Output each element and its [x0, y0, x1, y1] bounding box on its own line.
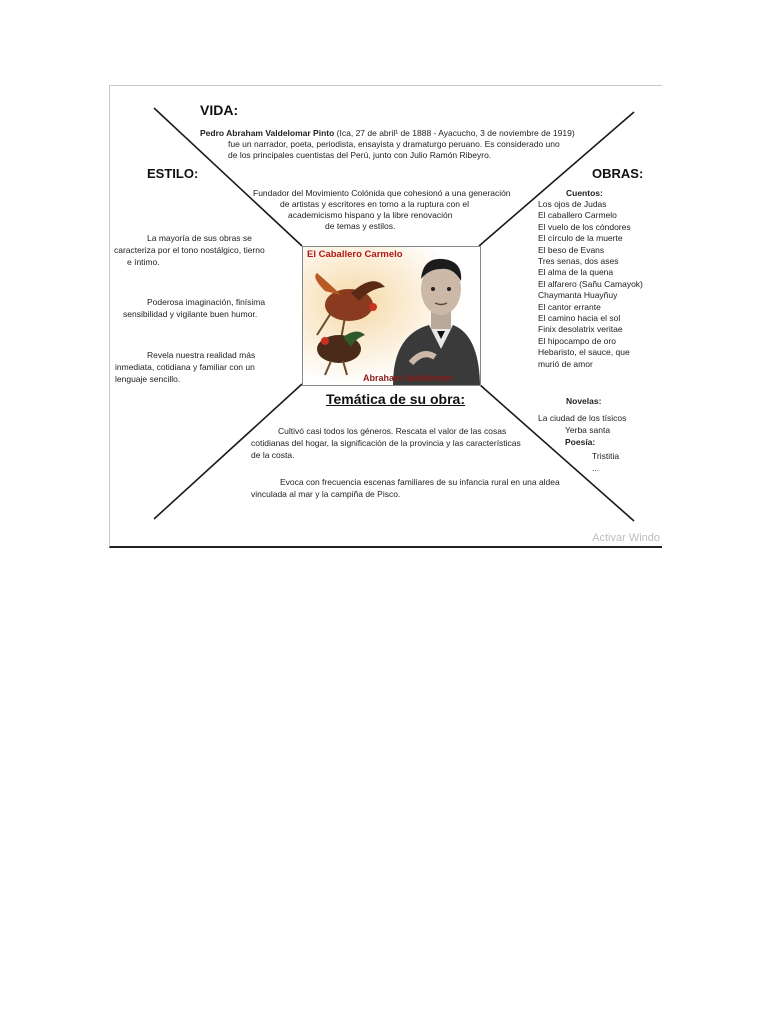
- vida-line-1: [200, 128, 575, 139]
- list-item: Hebaristo, el sauce, que: [538, 347, 630, 358]
- poesia-label: Poesía:: [565, 437, 596, 447]
- tematica-p1-l2: cotidianas del hogar, la significación de la provincia y las características: [251, 438, 521, 448]
- mind-map-diagram: [109, 85, 662, 548]
- list-item: El cantor errante: [538, 301, 601, 312]
- estilo-p3-l2: inmediata, cotidiana y familiar con un: [115, 362, 255, 372]
- estilo-p1-l1: La mayoría de sus obras se: [147, 233, 252, 243]
- fundador-line-2: de artistas y escritores en torno a la ruptura con el: [280, 199, 469, 209]
- estilo-p2-l1: Poderosa imaginación, finísima: [147, 297, 266, 307]
- estilo-heading: ESTILO:: [147, 166, 199, 181]
- list-item: Chaymanta Huayñuy: [538, 290, 618, 301]
- vida-heading: VIDA:: [200, 102, 239, 118]
- vida-line-2: fue un narrador, poeta, periodista, ensayista y dramaturgo peruano. Es considerado uno: [228, 139, 560, 149]
- estilo-p2-l2: sensibilidad y vigilante buen humor.: [123, 309, 258, 319]
- list-item: Finix desolatrix veritae: [538, 324, 623, 335]
- list-item: El hipocampo de oro: [538, 335, 616, 346]
- list-item: murió de amor: [538, 358, 593, 369]
- tematica-p2-l1: Evoca con frecuencia escenas familiares de su infancia rural en una aldea: [280, 477, 560, 487]
- novela-item: La ciudad de los tísicos: [538, 413, 627, 423]
- estilo-p3-l1: Revela nuestra realidad más: [147, 350, 256, 360]
- photo-title: El Caballero Carmelo: [307, 249, 403, 260]
- poesia-item: Tristitia: [592, 451, 620, 461]
- estilo-p1-l3: e íntimo.: [127, 257, 160, 267]
- tematica-heading: Temática de su obra:: [326, 391, 466, 407]
- vida-name: Pedro Abraham Valdelomar Pinto: [200, 128, 335, 138]
- tematica-p2-l2: vinculada al mar y la campiña de Pisco.: [251, 489, 401, 499]
- list-item: El vuelo de los cóndores: [538, 221, 631, 232]
- estilo-p1-l2: caracteriza por el tono nostálgico, tierno: [114, 245, 265, 255]
- poesia-item: ...: [592, 463, 600, 473]
- novela-item: Yerba santa: [565, 425, 611, 435]
- tematica-p1-l3: de la costa.: [251, 450, 295, 460]
- tematica-p1-l1: Cultivó casi todos los géneros. Rescata el valor de las cosas: [278, 426, 507, 436]
- list-item: Tres senas, dos ases: [538, 256, 619, 267]
- photo-caption: Abraham Valdelomar: [363, 373, 453, 383]
- novelas-label: Novelas:: [566, 396, 602, 406]
- portrait-image: [302, 246, 481, 386]
- obras-heading: OBRAS:: [592, 166, 644, 181]
- vida-dates: (Ica, 27 de abril¹ de 1888 - Ayacucho, 3 de noviembre de 1919): [334, 128, 575, 138]
- list-item: El alma de la quena: [538, 267, 614, 278]
- cuentos-list: [538, 199, 643, 370]
- list-item: Los ojos de Judas: [538, 199, 607, 209]
- list-item: El alfarero (Sañu Camayok): [538, 278, 643, 289]
- list-item: El caballero Carmelo: [538, 210, 617, 221]
- cuentos-label: Cuentos:: [566, 188, 603, 198]
- fundador-line-3: academicismo hispano y la libre renovación: [288, 210, 453, 220]
- activation-watermark: Activar Windo: [592, 532, 660, 544]
- fundador-line-4: de temas y estilos.: [325, 221, 396, 231]
- estilo-p3-l3: lenguaje sencillo.: [115, 374, 181, 384]
- fundador-line-1: Fundador del Movimiento Colónida que cohesionó a una generación: [253, 188, 511, 198]
- list-item: El beso de Evans: [538, 244, 605, 255]
- vida-line-3: de los principales cuentistas del Perú, junto con Julio Ramón Ribeyro.: [228, 150, 492, 160]
- list-item: El círculo de la muerte: [538, 233, 623, 244]
- list-item: El camino hacia el sol: [538, 313, 621, 324]
- portrait-illustration: [303, 247, 480, 385]
